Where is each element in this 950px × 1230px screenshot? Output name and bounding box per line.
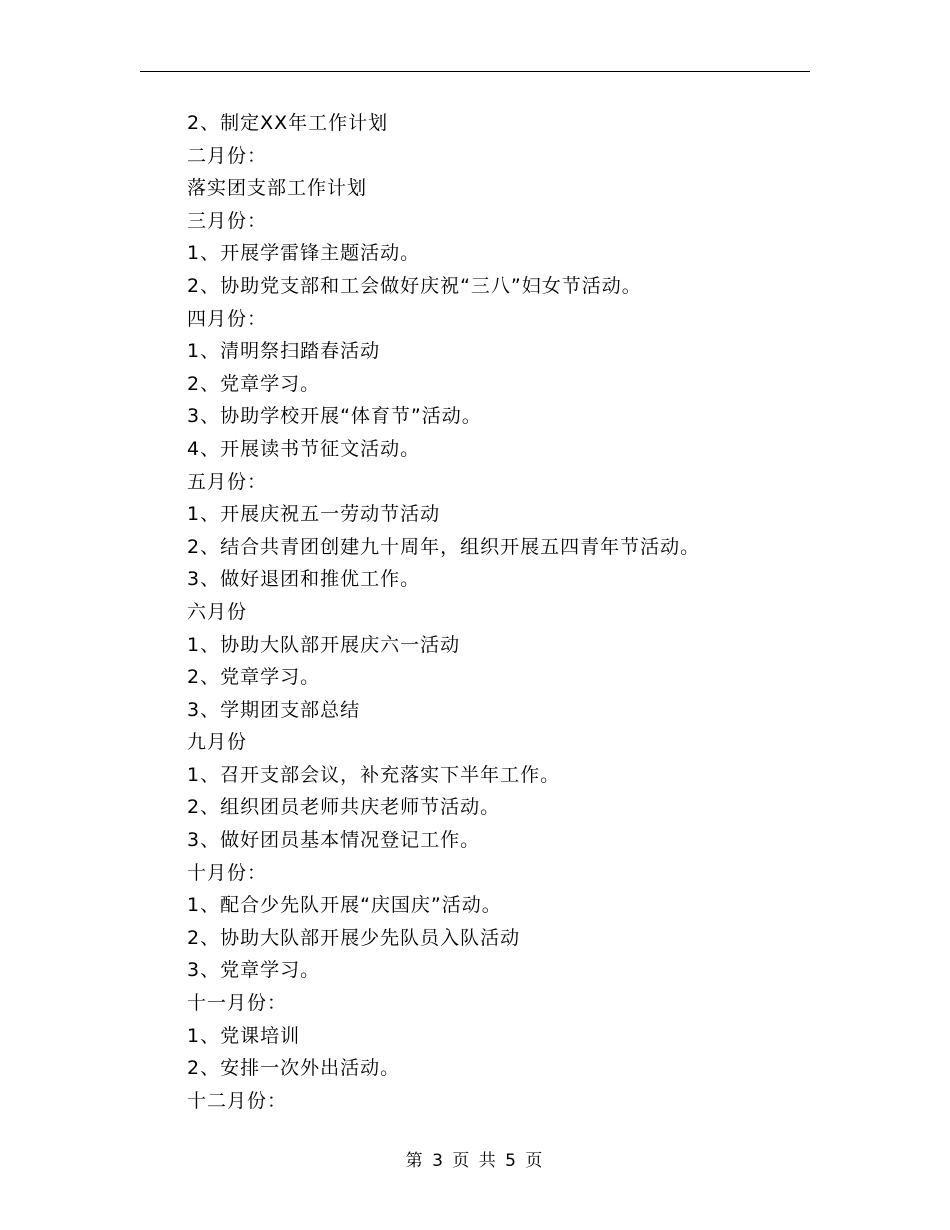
text-line: 1、清明祭扫踏春活动: [187, 340, 381, 363]
text-line: 3、做好退团和推优工作。: [187, 568, 421, 591]
month-heading: 三月份：: [187, 209, 268, 232]
text-line: 2、协助党支部和工会做好庆祝“三八”妇女节活动。: [187, 274, 642, 297]
text-line: 2、协助大队部开展少先队员入队活动: [187, 926, 521, 949]
text-line: 2、组织团员老师共庆老师节活动。: [187, 796, 501, 819]
text-line: 3、党章学习。: [187, 959, 321, 982]
month-heading: 六月份: [187, 600, 248, 623]
month-heading: 五月份：: [187, 470, 268, 493]
month-heading: 十月份：: [187, 861, 268, 884]
month-heading: 二月份：: [187, 144, 268, 167]
text-line: 1、配合少先队开展“庆国庆”活动。: [187, 894, 502, 917]
text-line: 3、做好团员基本情况登记工作。: [187, 829, 481, 852]
text-line: 1、召开支部会议，补充落实下半年工作。: [187, 763, 561, 786]
document-body: [187, 107, 807, 1117]
text-line: 2、党章学习。: [187, 666, 321, 689]
month-heading: 九月份: [187, 731, 248, 754]
text-line: 1、党课培训: [187, 1024, 301, 1047]
text-line: 4、开展读书节征文活动。: [187, 437, 421, 460]
header-rule: [140, 71, 810, 72]
text-line: 2、结合共青团创建九十周年，组织开展五四青年节活动。: [187, 535, 701, 558]
text-line: 2、党章学习。: [187, 372, 321, 395]
text-line: 落实团支部工作计划: [187, 177, 368, 200]
text-line: 3、协助学校开展“体育节”活动。: [187, 405, 482, 428]
text-line: 1、协助大队部开展庆六一活动: [187, 633, 461, 656]
month-heading: 十一月份：: [187, 992, 288, 1015]
text-line: 1、开展学雷锋主题活动。: [187, 242, 421, 265]
month-heading: 四月份：: [187, 307, 268, 330]
text-line: 3、学期团支部总结: [187, 698, 361, 721]
text-line: 1、开展庆祝五一劳动节活动: [187, 503, 441, 526]
page-number: 第 3 页 共 5 页: [405, 1151, 545, 1171]
text-line: 2、安排一次外出活动。: [187, 1057, 401, 1080]
month-heading: 十二月份：: [187, 1089, 288, 1112]
text-line: 2、制定XX年工作计划: [187, 112, 389, 134]
